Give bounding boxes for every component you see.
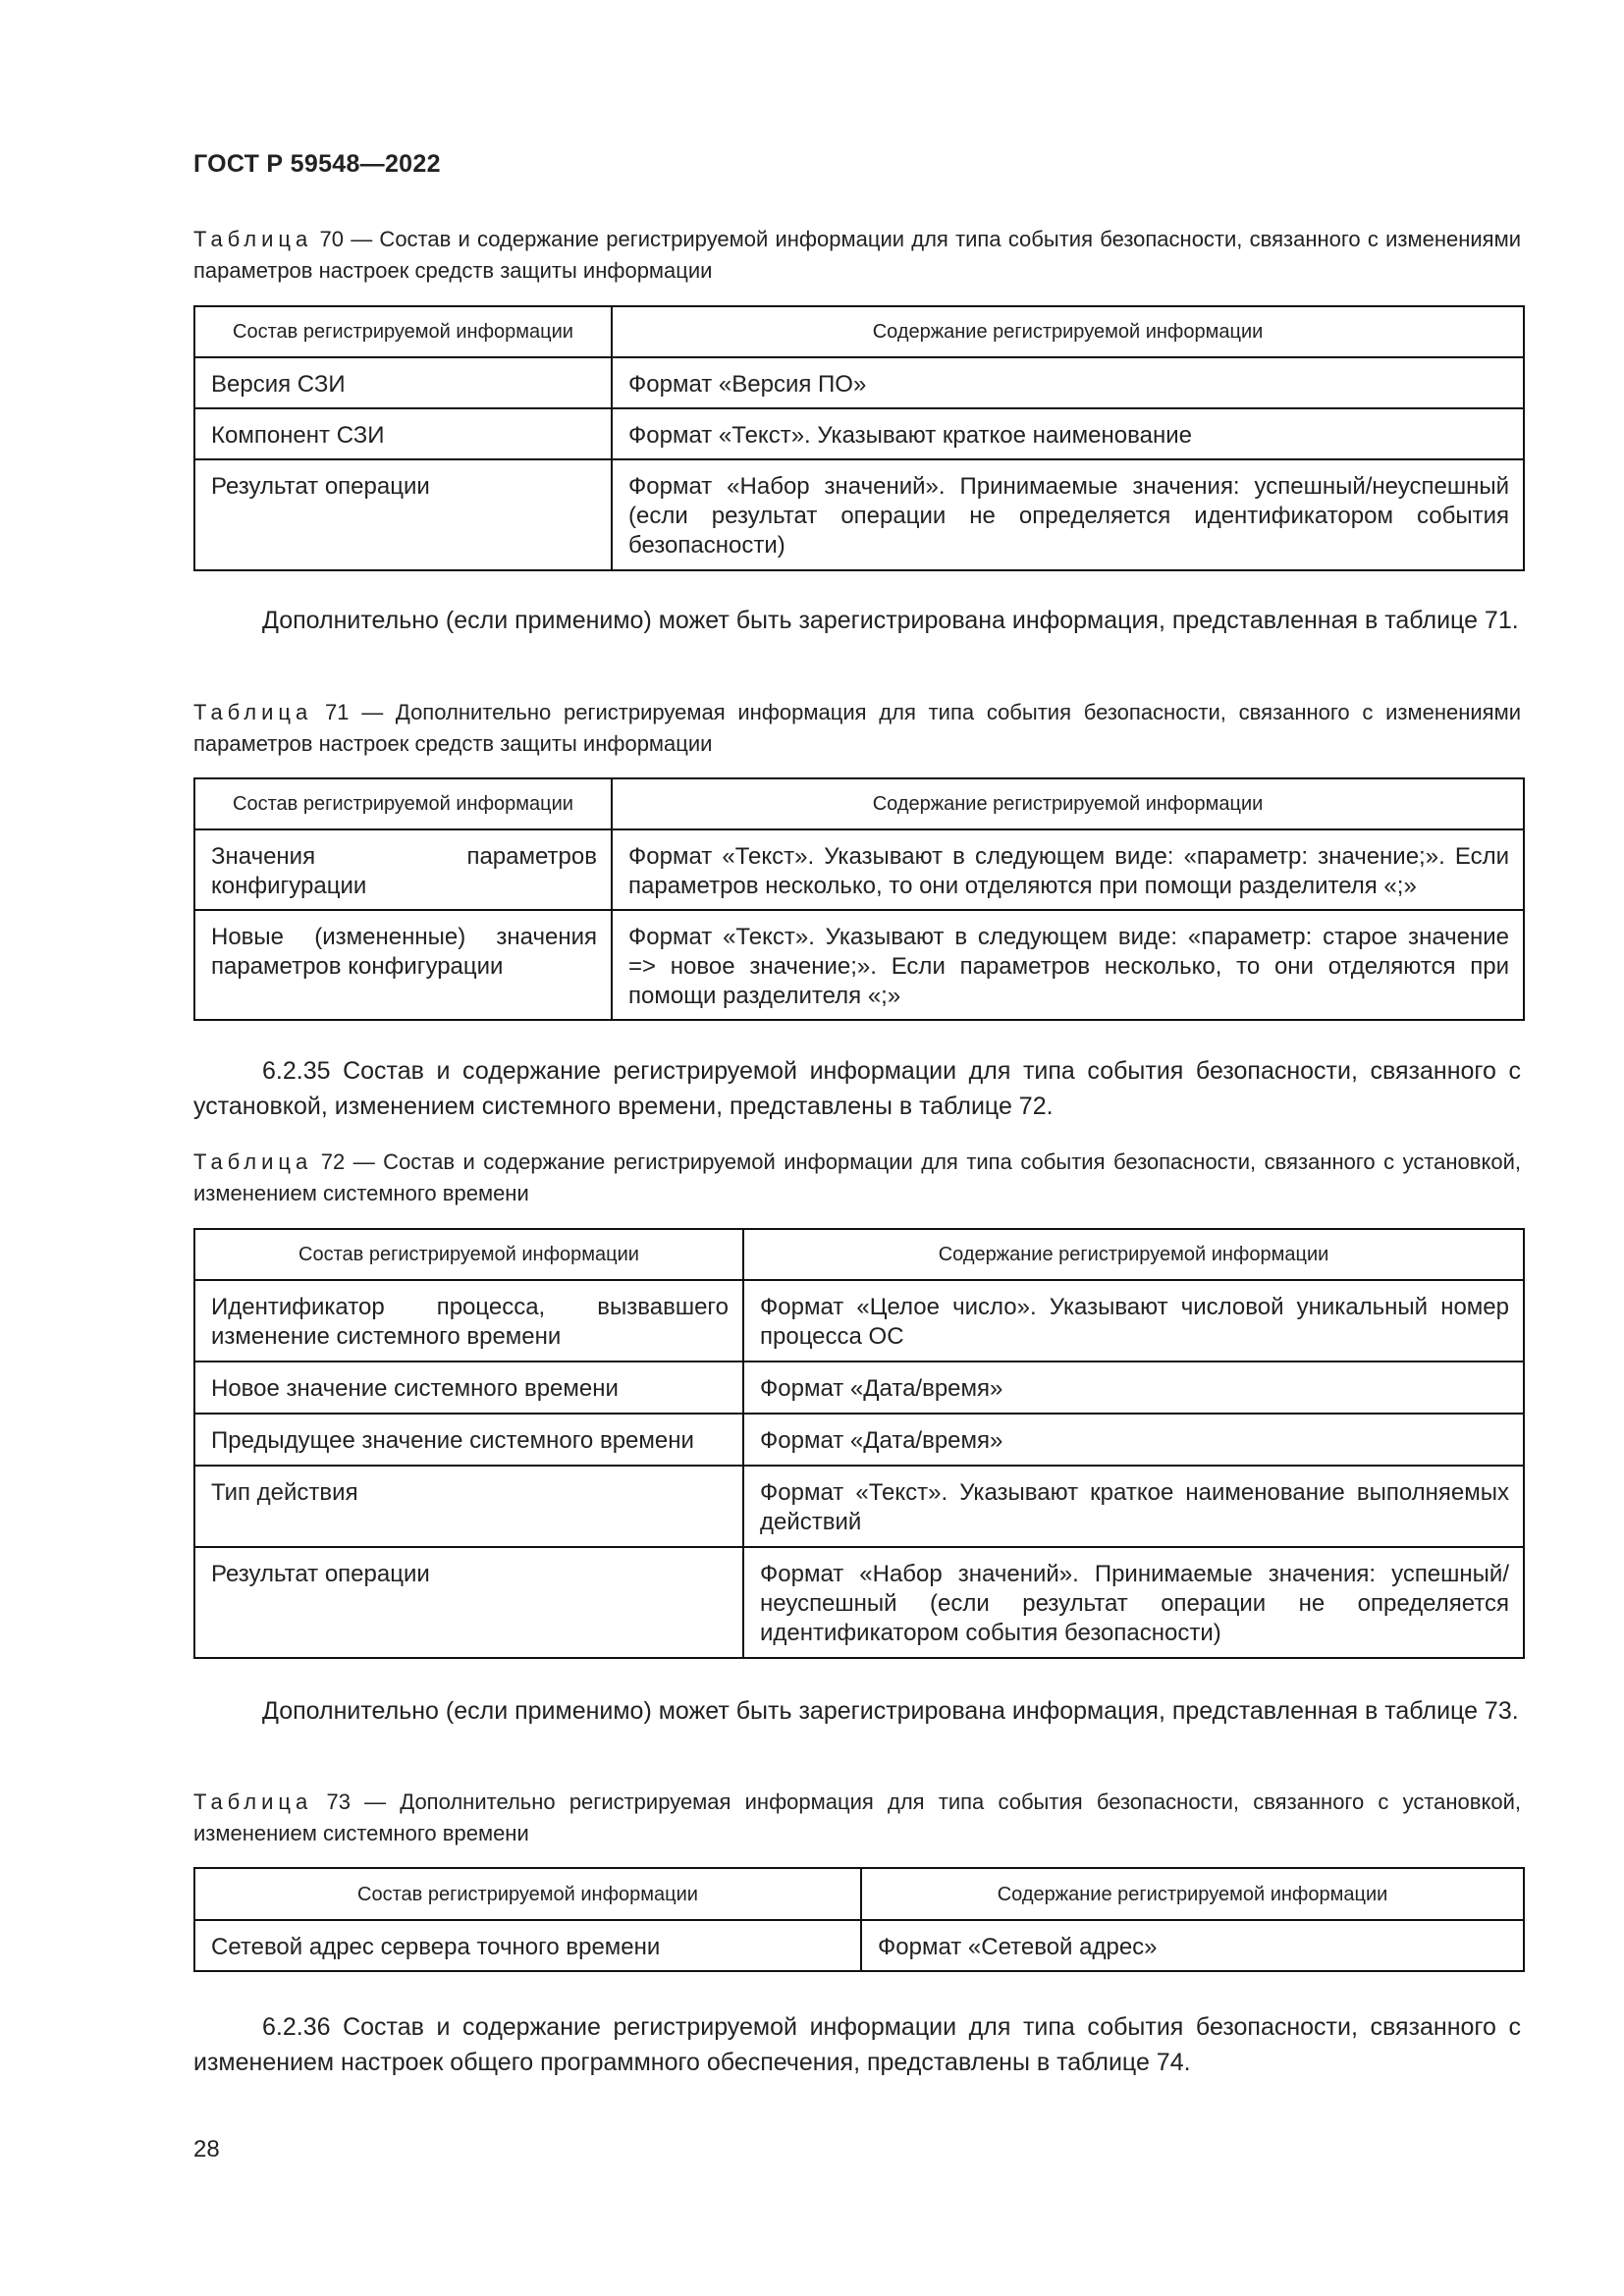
table-73-caption	[193, 1787, 1521, 1849]
column-header-composition: Состав регистрируемой информации	[194, 1229, 743, 1280]
table-row	[194, 408, 1524, 459]
table-cell: Формат «Версия ПО»	[612, 357, 1524, 408]
table-cell: Результат операции	[194, 459, 612, 570]
table-row	[194, 1547, 1524, 1658]
page-number: 28	[193, 2136, 220, 2163]
table-cell: Новые (измененные) значения параметров конфигурации	[194, 910, 612, 1020]
table-cell: Формат «Текст». Указывают в следующем виде: «параметр: значение;». Если параметров несколько, то они отделяются при помощи разделителя «;»	[612, 829, 1524, 910]
table-71-caption-label: Таблица	[193, 700, 313, 724]
table-72-caption-text: 72 — Состав и содержание регистрируемой информации для типа события безопасности, связанного с установкой, изменением системного времени	[193, 1149, 1521, 1205]
table-row	[194, 357, 1524, 408]
column-header-content: Содержание регистрируемой информации	[612, 306, 1524, 357]
table-cell: Идентификатор процесса, вызвавшего изменение системного времени	[194, 1280, 743, 1362]
table-72	[193, 1228, 1525, 1659]
table-header-row	[194, 778, 1524, 829]
paragraph: Дополнительно (если применимо) может быть зарегистрирована информация, представленная в таблице 71.	[262, 607, 1519, 634]
table-73-caption-label: Таблица	[193, 1789, 313, 1814]
table-header-row	[194, 1229, 1524, 1280]
section-6-2-35-paragraph: 6.2.35 Состав и содержание регистрируемой информации для типа события безопасности, связанного с установкой, изменением системного времени, представлены в таблице 72.	[193, 1057, 1521, 1120]
table-row	[194, 1280, 1524, 1362]
table-row	[194, 1466, 1524, 1547]
section-6-2-36-paragraph: 6.2.36 Состав и содержание регистрируемой информации для типа события безопасности, связанного с изменением настроек общего программного обеспечения, представлены в таблице 74.	[193, 2013, 1521, 2076]
table-cell: Формат «Текст». Указывают краткое наименование	[612, 408, 1524, 459]
table-71-caption	[193, 697, 1521, 760]
table-cell: Формат «Сетевой адрес»	[861, 1920, 1524, 1971]
column-header-composition: Состав регистрируемой информации	[194, 1868, 861, 1920]
column-header-composition: Состав регистрируемой информации	[194, 306, 612, 357]
table-cell: Формат «Целое число». Указывают числовой уникальный номер процесса ОС	[743, 1280, 1524, 1362]
table-cell: Формат «Набор значений». Принимаемые значения: успешный/неуспешный (если результат операции не определяется идентификатором события безопасности)	[612, 459, 1524, 570]
table-71	[193, 777, 1525, 1021]
table-cell: Результат операции	[194, 1547, 743, 1658]
table-cell: Формат «Дата/время»	[743, 1362, 1524, 1414]
table-cell: Сетевой адрес сервера точного времени	[194, 1920, 861, 1971]
table-70-caption-label: Таблица	[193, 227, 313, 251]
standard-header: ГОСТ Р 59548—2022	[193, 150, 441, 178]
table-cell: Формат «Набор значений». Принимаемые значения: успешный/неуспешный (если результат операции не определяется идентификатором события безопасности)	[743, 1547, 1524, 1658]
table-cell: Формат «Дата/время»	[743, 1414, 1524, 1466]
column-header-content: Содержание регистрируемой информации	[612, 778, 1524, 829]
table-cell: Тип действия	[194, 1466, 743, 1547]
table-cell: Компонент СЗИ	[194, 408, 612, 459]
table-72-caption	[193, 1147, 1521, 1209]
table-row	[194, 1414, 1524, 1466]
column-header-content: Содержание регистрируемой информации	[743, 1229, 1524, 1280]
table-header-row	[194, 1868, 1524, 1920]
table-70	[193, 305, 1525, 571]
table-cell: Версия СЗИ	[194, 357, 612, 408]
table-71-caption-text: 71 — Дополнительно регистрируемая информация для типа события безопасности, связанного с изменениями параметров настроек средств защиты информации	[193, 700, 1521, 756]
table-cell: Формат «Текст». Указывают в следующем виде: «параметр: старое значение => новое значение;». Если параметров несколько, то они отделяются при помощи разделителя «;»	[612, 910, 1524, 1020]
table-cell: Новое значение системного времени	[194, 1362, 743, 1414]
table-72-caption-label: Таблица	[193, 1149, 313, 1174]
column-header-content: Содержание регистрируемой информации	[861, 1868, 1524, 1920]
column-header-composition: Состав регистрируемой информации	[194, 778, 612, 829]
table-row	[194, 829, 1524, 910]
table-header-row	[194, 306, 1524, 357]
table-row	[194, 910, 1524, 1020]
table-73-caption-text: 73 — Дополнительно регистрируемая информация для типа события безопасности, связанного с установкой, изменением системного времени	[193, 1789, 1521, 1845]
table-70-caption-text: 70 — Состав и содержание регистрируемой информации для типа события безопасности, связанного с изменениями параметров настроек средств защиты информации	[193, 227, 1521, 283]
table-cell: Формат «Текст». Указывают краткое наименование выполняемых действий	[743, 1466, 1524, 1547]
table-row	[194, 1920, 1524, 1971]
table-row	[194, 1362, 1524, 1414]
table-73	[193, 1867, 1525, 1972]
paragraph: Дополнительно (если применимо) может быть зарегистрирована информация, представленная в таблице 73.	[262, 1697, 1519, 1725]
table-cell: Значения параметров конфигурации	[194, 829, 612, 910]
table-70-caption	[193, 224, 1521, 287]
table-row	[194, 459, 1524, 570]
table-cell: Предыдущее значение системного времени	[194, 1414, 743, 1466]
